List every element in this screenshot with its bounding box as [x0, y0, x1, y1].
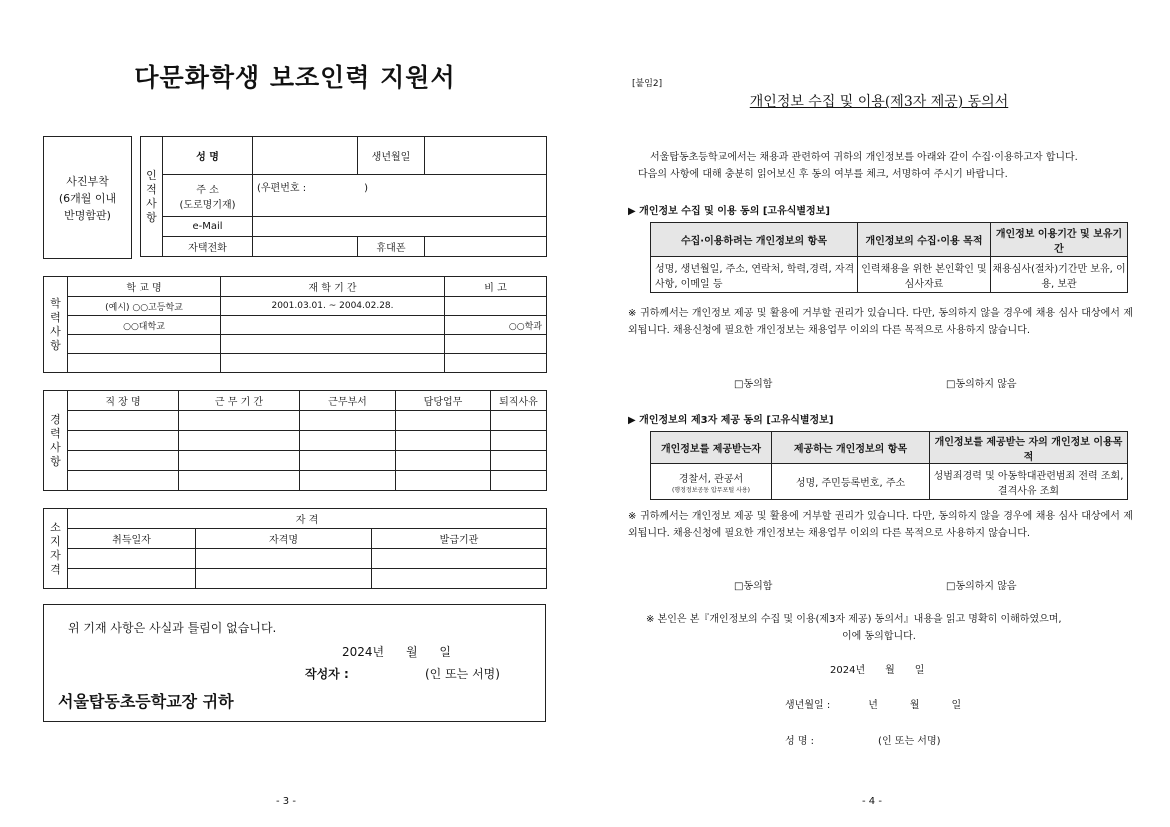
table-cell[interactable]: [179, 431, 300, 451]
col-header: 취득일자: [68, 529, 196, 549]
photo-box[interactable]: [43, 136, 132, 259]
col-header: 학 교 명: [68, 277, 221, 297]
table-cell[interactable]: [68, 549, 196, 569]
table-cell[interactable]: [68, 569, 196, 589]
signer-name-line: 성 명 : (인 또는 서명): [785, 736, 941, 747]
col-header: 개인정보 이용기간 및 보유기간: [991, 223, 1128, 257]
table-cell: 인력채용을 위한 본인확인 및 심사자료: [858, 257, 991, 293]
email-field[interactable]: [253, 217, 547, 237]
photo-label-sub: (6개월 이내: [58, 192, 117, 205]
table-cell[interactable]: [445, 335, 547, 354]
license-group-header: 자 격: [68, 509, 547, 529]
table-cell[interactable]: 2001.03.01. ~ 2004.02.28.: [221, 297, 445, 316]
personal-side-label: 인 적 사 항: [141, 137, 163, 257]
table-cell[interactable]: [196, 549, 372, 569]
education-side-label: 학 력 사 항: [44, 277, 68, 373]
email-label: e-Mail: [163, 217, 253, 237]
confirm-line-1: ※ 본인은 본『개인정보의 수집 및 이용(제3자 제공) 동의서』내용을 읽고 명확히 이해하였으며,: [646, 614, 1062, 625]
table-cell[interactable]: [491, 431, 547, 451]
table-cell[interactable]: [68, 411, 179, 431]
table-cell[interactable]: [300, 411, 396, 431]
birthdate-line: 생년월일 : 년 월 일: [785, 700, 962, 711]
notice-2: ※ 귀하께서는 개인정보 제공 및 활용에 거부할 권리가 있습니다. 다만, 동의하지 않을 경우에 채용 심사 대상에서 제외됩니다. 채용신청에 필요한 개인정보는 채용업무 이외의 다른 목적으로 사용하지 않습니다.: [628, 511, 1133, 539]
table-cell[interactable]: [491, 471, 547, 491]
table-cell[interactable]: ○○학과: [445, 316, 547, 335]
education-table: [43, 276, 547, 373]
table-cell[interactable]: [221, 354, 445, 373]
name-field[interactable]: [253, 137, 358, 175]
consent-title: 개인정보 수집 및 이용(제3자 제공) 동의서: [749, 94, 1009, 110]
declaration-statement: 위 기재 사항은 사실과 틀림이 없습니다.: [68, 621, 277, 635]
license-table: [43, 508, 547, 589]
declaration-box: [43, 604, 546, 722]
birth-label: 생년월일: [358, 137, 425, 175]
table-cell: 채용심사(절차)기간만 보유, 이용, 보관: [991, 257, 1128, 293]
table-cell[interactable]: [445, 354, 547, 373]
home-phone-field[interactable]: [253, 237, 358, 257]
table-cell[interactable]: [179, 411, 300, 431]
consent-date: 2024년 월 일: [830, 665, 925, 676]
mobile-field[interactable]: [425, 237, 547, 257]
agree-checkbox-2[interactable]: □동의함: [734, 581, 773, 592]
page-title: 다문화학생 보조인력 지원서: [134, 63, 456, 92]
table-cell: 성명, 생년월일, 주소, 연락처, 학력,경력, 자격사항, 이메일 등: [651, 257, 858, 293]
col-header: 자격명: [196, 529, 372, 549]
writer-label: 작성자 :: [305, 667, 349, 681]
table-cell[interactable]: [372, 549, 547, 569]
table-cell[interactable]: [68, 471, 179, 491]
table-cell[interactable]: [396, 451, 491, 471]
table-cell[interactable]: [396, 471, 491, 491]
sign-label: (인 또는 서명): [425, 667, 500, 681]
page-number: - 4 -: [862, 796, 882, 807]
col-header: 제공하는 개인정보의 항목: [772, 432, 930, 464]
table-cell[interactable]: [396, 431, 491, 451]
col-header: 개인정보를 제공받는 자의 개인정보 이용목적: [930, 432, 1128, 464]
table-cell[interactable]: [491, 411, 547, 431]
table-cell[interactable]: [300, 451, 396, 471]
table-cell: 성범죄경력 및 아동학대관련범죄 전력 조회, 결격사유 조회: [930, 464, 1128, 500]
confirm-line-2: 이에 동의합니다.: [842, 631, 916, 642]
table-cell[interactable]: [179, 471, 300, 491]
name-label: 성 명: [163, 137, 253, 175]
section1-heading: ▶ 개인정보 수집 및 이용 동의 [고유식별정보]: [628, 206, 830, 217]
notice-1: ※ 귀하께서는 개인정보 제공 및 활용에 거부할 권리가 있습니다. 다만, 동의하지 않을 경우에 채용 심사 대상에서 제외됩니다. 채용신청에 필요한 개인정보는 채용업무 이외의 다른 목적으로 사용하지 않습니다.: [628, 308, 1133, 336]
table-cell: 성명, 주민등록번호, 주소: [772, 464, 930, 500]
section2-heading: ▶ 개인정보의 제3자 제공 동의 [고유식별정보]: [628, 415, 834, 426]
photo-label-sub2: 반명함판): [64, 209, 111, 222]
declaration-date: 2024년 월 일: [342, 645, 451, 659]
table-cell[interactable]: [196, 569, 372, 589]
personal-info-table: [140, 136, 547, 257]
consent-table-1: [650, 222, 1128, 293]
col-header: 직 장 명: [68, 391, 179, 411]
address-field[interactable]: (우편번호 : ): [253, 175, 547, 217]
table-cell[interactable]: [300, 431, 396, 451]
col-header: 발급기관: [372, 529, 547, 549]
table-cell: 경찰서, 관공서 (행정정보공동 압무포털 사용): [651, 464, 772, 500]
table-cell[interactable]: [221, 316, 445, 335]
table-cell[interactable]: (예시) ○○고등학교: [68, 297, 221, 316]
mobile-label: 휴대폰: [358, 237, 425, 257]
table-cell[interactable]: [68, 431, 179, 451]
photo-label: 사진부착: [66, 175, 109, 188]
table-cell[interactable]: [300, 471, 396, 491]
attachment-label: [붙임2]: [632, 79, 663, 89]
intro-line-1: 서울탑동초등학교에서는 채용과 관련하여 귀하의 개인정보를 아래와 같이 수집·이용하고자 합니다.: [650, 152, 1078, 163]
birth-field[interactable]: [425, 137, 547, 175]
table-cell[interactable]: ○○대학교: [68, 316, 221, 335]
license-side-label: 소 지 자 격: [44, 509, 68, 589]
table-cell[interactable]: [68, 354, 221, 373]
career-table: [43, 390, 547, 491]
col-header: 개인정보의 수집·이용 목적: [858, 223, 991, 257]
consent-table-2: [650, 431, 1128, 500]
address-label: 주 소 (도로명기재): [163, 175, 253, 217]
col-header: 퇴직사유: [491, 391, 547, 411]
disagree-checkbox-1[interactable]: □동의하지 않음: [946, 379, 1017, 390]
table-cell[interactable]: [396, 411, 491, 431]
table-cell[interactable]: [445, 297, 547, 316]
table-cell[interactable]: [179, 451, 300, 471]
intro-line-2: 다음의 사항에 대해 충분히 읽어보신 후 동의 여부를 체크, 서명하여 주시기 바랍니다.: [638, 169, 1008, 180]
table-cell[interactable]: [68, 335, 221, 354]
home-phone-label: 자택전화: [163, 237, 253, 257]
col-header: 개인정보를 제공받는자: [651, 432, 772, 464]
col-header: 근무부서: [300, 391, 396, 411]
col-header: 담당업무: [396, 391, 491, 411]
col-header: 근 무 기 간: [179, 391, 300, 411]
table-cell[interactable]: [491, 451, 547, 471]
table-cell[interactable]: [68, 451, 179, 471]
table-cell[interactable]: [221, 335, 445, 354]
recipient: 서울탑동초등학교장 귀하: [58, 692, 234, 711]
page-number: - 3 -: [276, 796, 296, 807]
agree-checkbox-1[interactable]: □동의함: [734, 379, 773, 390]
col-header: 수집·이용하려는 개인정보의 항목: [651, 223, 858, 257]
disagree-checkbox-2[interactable]: □동의하지 않음: [946, 581, 1017, 592]
table-cell[interactable]: [372, 569, 547, 589]
col-header: 비 고: [445, 277, 547, 297]
col-header: 재 학 기 간: [221, 277, 445, 297]
career-side-label: 경 력 사 항: [44, 391, 68, 491]
